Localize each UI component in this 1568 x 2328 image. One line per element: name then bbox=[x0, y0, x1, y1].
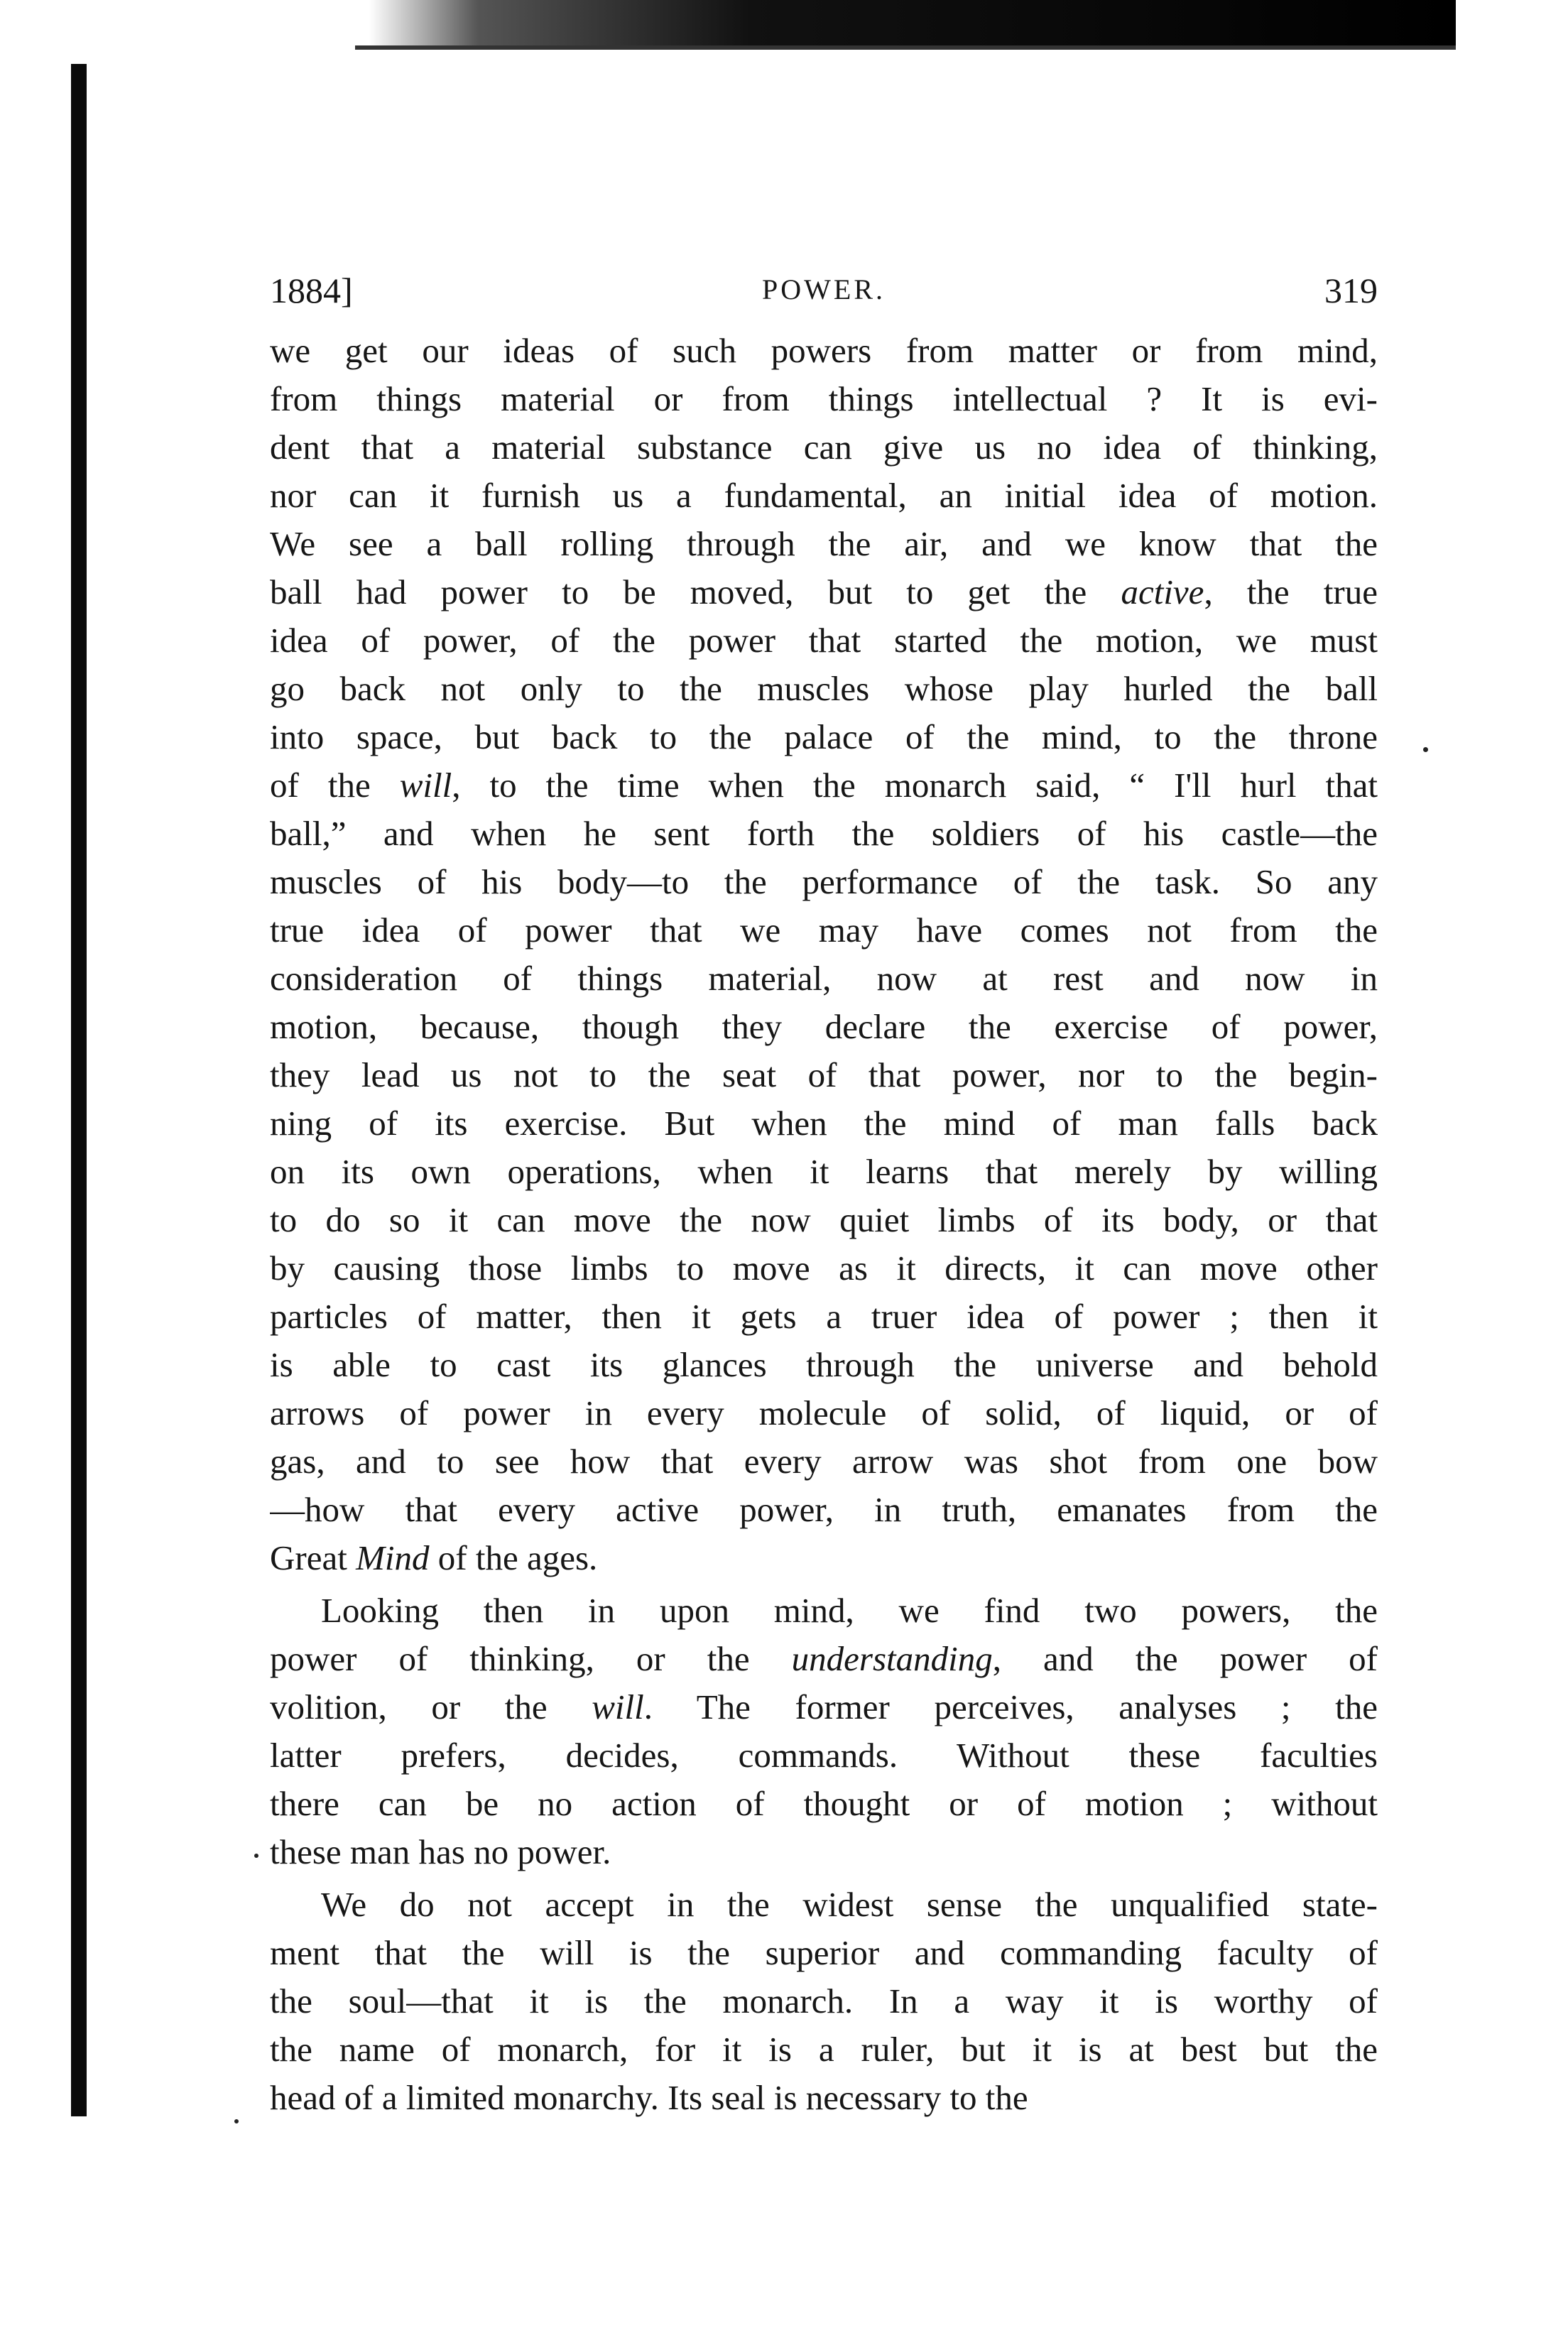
text-line: on its own operations, when it learns that merely by willing bbox=[270, 1152, 1378, 1191]
text-line: nor can it furnish us a fundamental, an initial idea of motion. bbox=[270, 476, 1378, 515]
text-line: power of thinking, or the understanding, and the power of bbox=[270, 1639, 1378, 1678]
text-line: there can be no action of thought or of motion ; without bbox=[270, 1784, 1378, 1823]
text-line: we get our ideas of such powers from matter or from mind, bbox=[270, 331, 1378, 370]
text-line: of the will, to the time when the monarch said, “ I'll hurl that bbox=[270, 766, 1378, 805]
body-text bbox=[270, 327, 1378, 2122]
text-line: ball had power to be moved, but to get the active, the true bbox=[270, 572, 1378, 611]
book-page bbox=[270, 270, 1378, 2122]
text-line: motion, because, though they declare the exercise of power, bbox=[270, 1007, 1378, 1046]
text-line: from things material or from things intellectual ? It is evi- bbox=[270, 379, 1378, 418]
running-header bbox=[270, 270, 1378, 327]
header-title: POWER. bbox=[762, 273, 886, 305]
text-line: to do so it can move the now quiet limbs of its body, or that bbox=[270, 1200, 1378, 1239]
text-line: —how that every active power, in truth, emanates from the bbox=[270, 1490, 1378, 1529]
text-line: muscles of his body—to the performance of the task. So any bbox=[270, 862, 1378, 901]
text-line: We see a ball rolling through the air, and we know that the bbox=[270, 524, 1378, 563]
text-line: by causing those limbs to move as it directs, it can move other bbox=[270, 1249, 1378, 1288]
text-line: ning of its exercise. But when the mind of man falls back bbox=[270, 1104, 1378, 1143]
text-line: idea of power, of the power that started the motion, we must bbox=[270, 621, 1378, 660]
header-year: 1884] bbox=[270, 271, 353, 310]
text-line: gas, and to see how that every arrow was shot from one bow bbox=[270, 1442, 1378, 1481]
scan-left-bar bbox=[71, 64, 87, 2116]
page-number: 319 bbox=[1324, 271, 1378, 310]
text-line: consideration of things material, now at rest and now in bbox=[270, 959, 1378, 998]
text-line: particles of matter, then it gets a truer idea of power ; then it bbox=[270, 1297, 1378, 1336]
text-line: go back not only to the muscles whose play hurled the ball bbox=[270, 669, 1378, 708]
paragraph bbox=[270, 327, 1378, 1582]
text-line: dent that a material substance can give us no idea of thinking, bbox=[270, 428, 1378, 467]
speck bbox=[1423, 747, 1428, 752]
speck bbox=[254, 1854, 258, 1858]
text-line: they lead us not to the seat of that power, nor to the begin- bbox=[270, 1055, 1378, 1094]
scan-top-bar bbox=[369, 0, 1456, 45]
text-line: into space, but back to the palace of the mind, to the throne bbox=[270, 717, 1378, 756]
text-line: arrows of power in every molecule of solid, of liquid, or of bbox=[270, 1393, 1378, 1432]
text-line: We do not accept in the widest sense the unqualified state- bbox=[321, 1885, 1378, 1924]
text-line: the soul—that it is the monarch. In a way it is worthy of bbox=[270, 1981, 1378, 2020]
text-line: Looking then in upon mind, we find two powers, the bbox=[321, 1591, 1378, 1630]
text-line: these man has no power. bbox=[270, 1832, 611, 1871]
text-line: true idea of power that we may have comes not from the bbox=[270, 910, 1378, 950]
text-line: Great Mind of the ages. bbox=[270, 1538, 598, 1577]
paragraph bbox=[270, 1587, 1378, 1876]
scan-top-bar-edge bbox=[355, 45, 1456, 50]
text-line: ment that the will is the superior and commanding faculty of bbox=[270, 1933, 1378, 1972]
text-line: is able to cast its glances through the universe and behold bbox=[270, 1345, 1378, 1384]
speck bbox=[234, 2119, 239, 2123]
text-line: the name of monarch, for it is a ruler, but it is at best but the bbox=[270, 2030, 1378, 2069]
text-line: latter prefers, decides, commands. Without these faculties bbox=[270, 1736, 1378, 1775]
text-line: head of a limited monarchy. Its seal is necessary to the bbox=[270, 2078, 1028, 2117]
paragraph bbox=[270, 1881, 1378, 2122]
text-line: volition, or the will. The former perceives, analyses ; the bbox=[270, 1687, 1378, 1726]
text-line: ball,” and when he sent forth the soldiers of his castle—the bbox=[270, 814, 1378, 853]
